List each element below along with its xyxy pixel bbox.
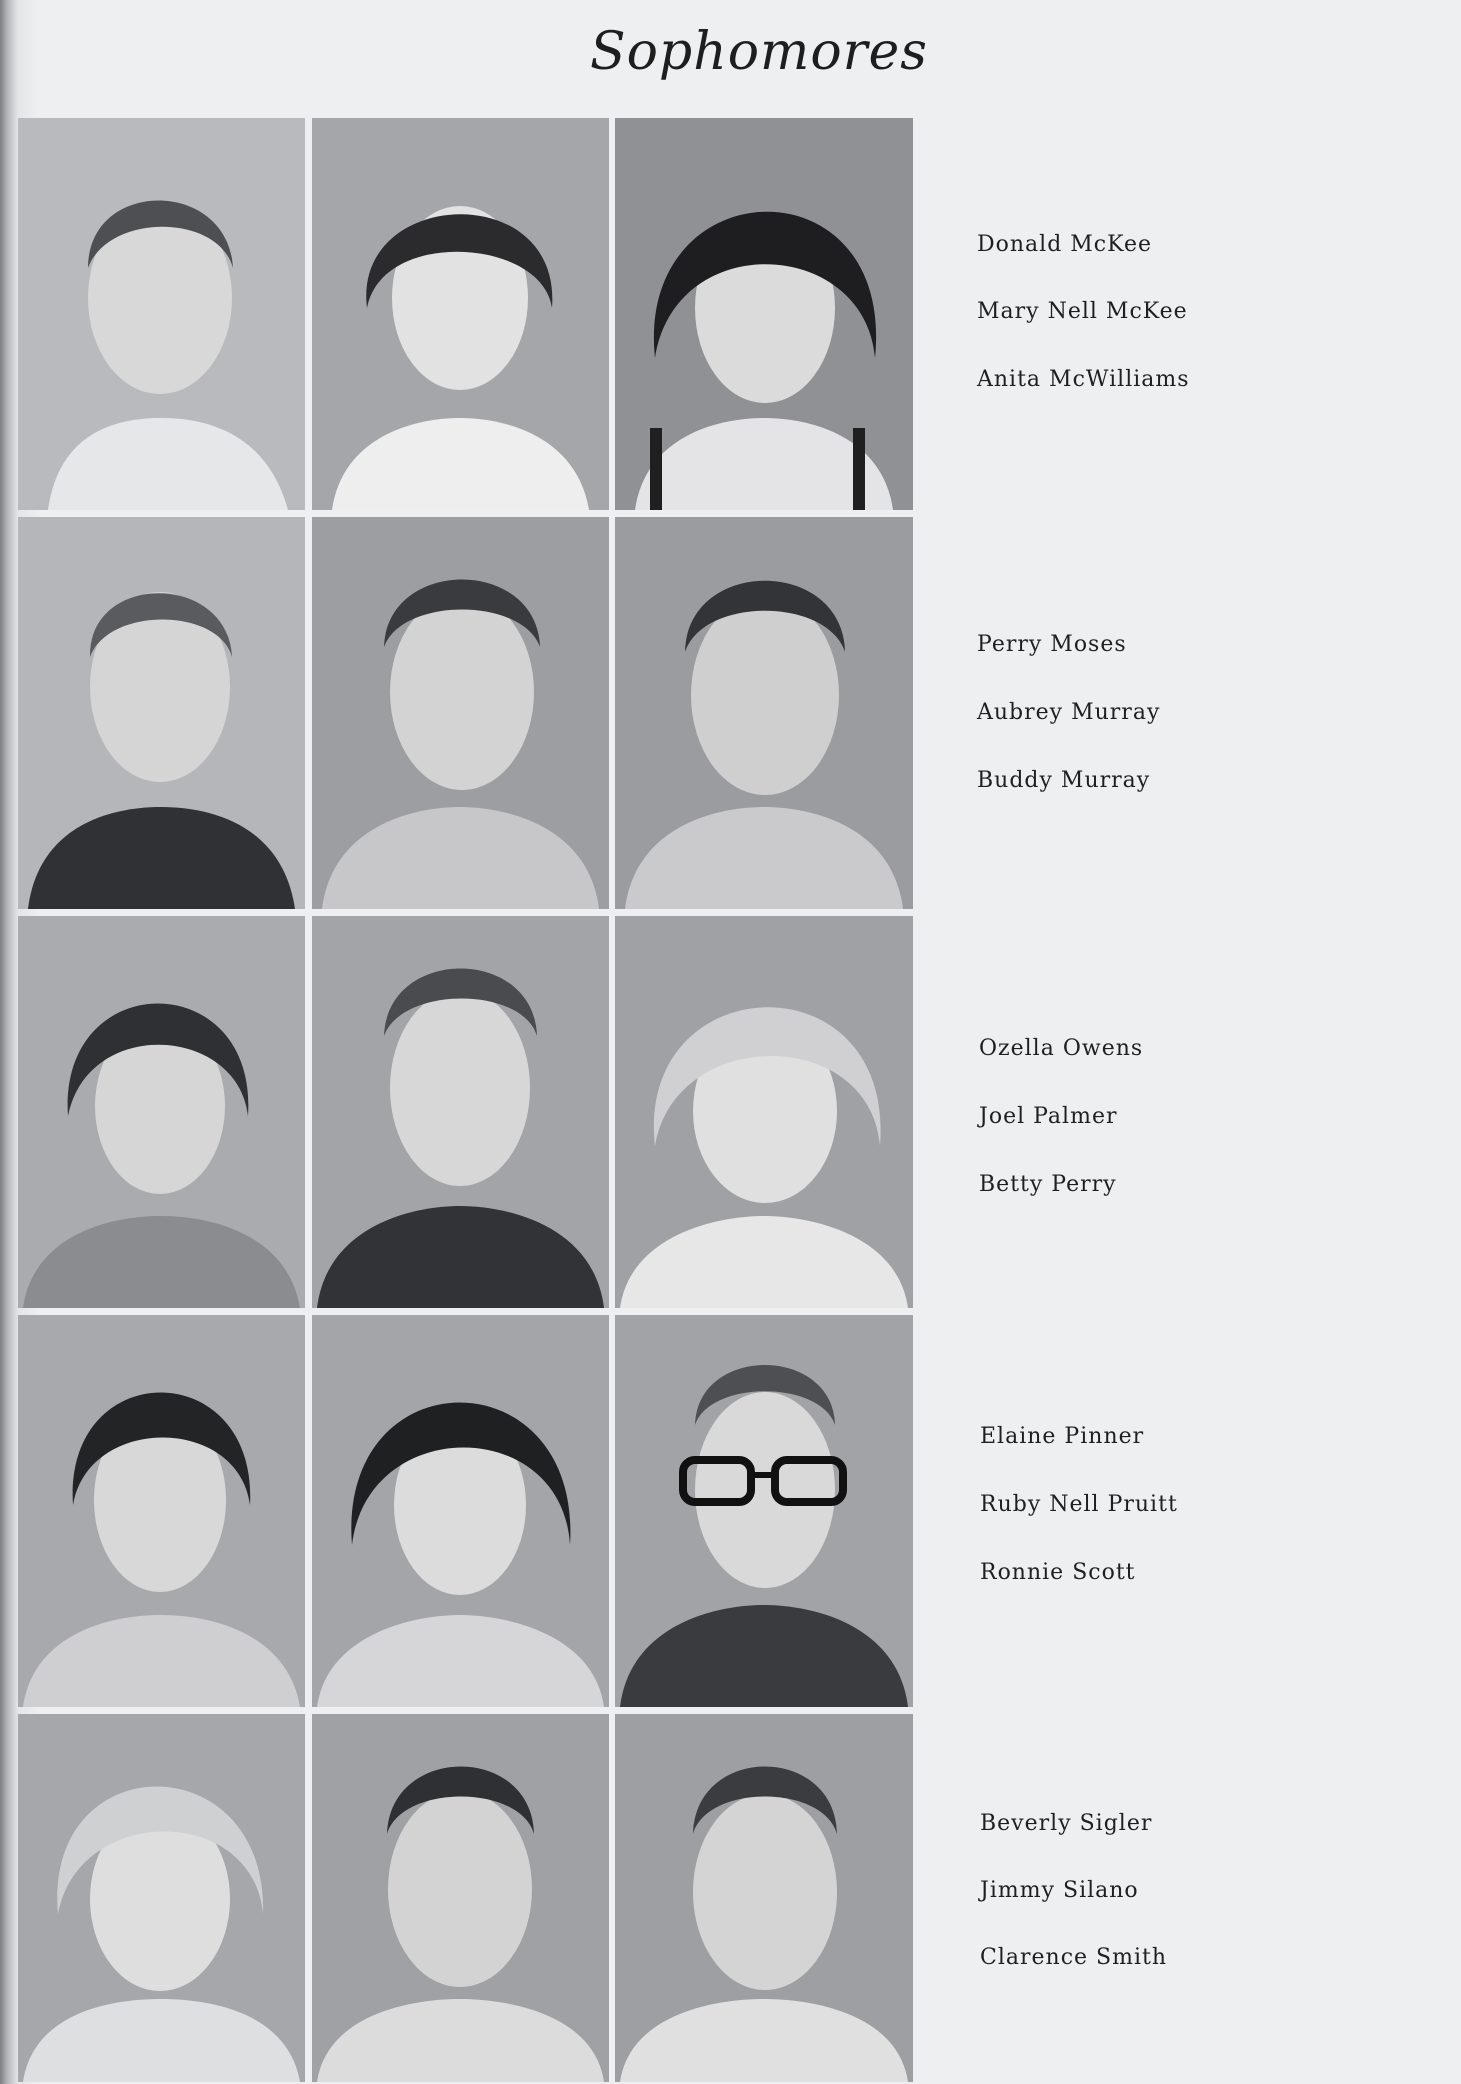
portrait-photo — [18, 1714, 305, 2082]
portrait-photo — [312, 517, 609, 909]
portrait-photo — [18, 916, 305, 1308]
student-name: Ruby Nell Pruitt — [980, 1492, 1178, 1517]
portrait-photo — [615, 118, 913, 510]
student-name: Elaine Pinner — [980, 1424, 1145, 1449]
page-title: Sophomores — [590, 22, 928, 82]
student-name: Clarence Smith — [980, 1945, 1168, 1970]
student-name: Joel Palmer — [979, 1104, 1118, 1129]
student-name: Beverly Sigler — [980, 1811, 1153, 1836]
student-name: Perry Moses — [977, 632, 1127, 657]
portrait-photo — [312, 118, 609, 510]
student-name: Ozella Owens — [979, 1036, 1144, 1061]
student-name: Ronnie Scott — [980, 1560, 1136, 1585]
portrait-photo — [312, 1315, 609, 1707]
student-name: Betty Perry — [979, 1172, 1117, 1197]
portrait-photo — [18, 1315, 305, 1707]
portrait-photo — [312, 1714, 609, 2082]
portrait-photo — [18, 517, 305, 909]
student-name: Jimmy Silano — [980, 1878, 1139, 1903]
portrait-photo — [615, 1315, 913, 1707]
student-name: Donald McKee — [977, 232, 1153, 257]
student-name: Mary Nell McKee — [977, 299, 1188, 324]
portrait-photo — [615, 1714, 913, 2082]
student-name: Buddy Murray — [977, 768, 1151, 793]
student-name: Aubrey Murray — [977, 700, 1161, 725]
portrait-photo — [18, 118, 305, 510]
portrait-grid — [18, 118, 913, 2082]
portrait-photo — [615, 916, 913, 1308]
student-name: Anita McWilliams — [977, 367, 1190, 392]
portrait-photo — [615, 517, 913, 909]
portrait-photo — [312, 916, 609, 1308]
